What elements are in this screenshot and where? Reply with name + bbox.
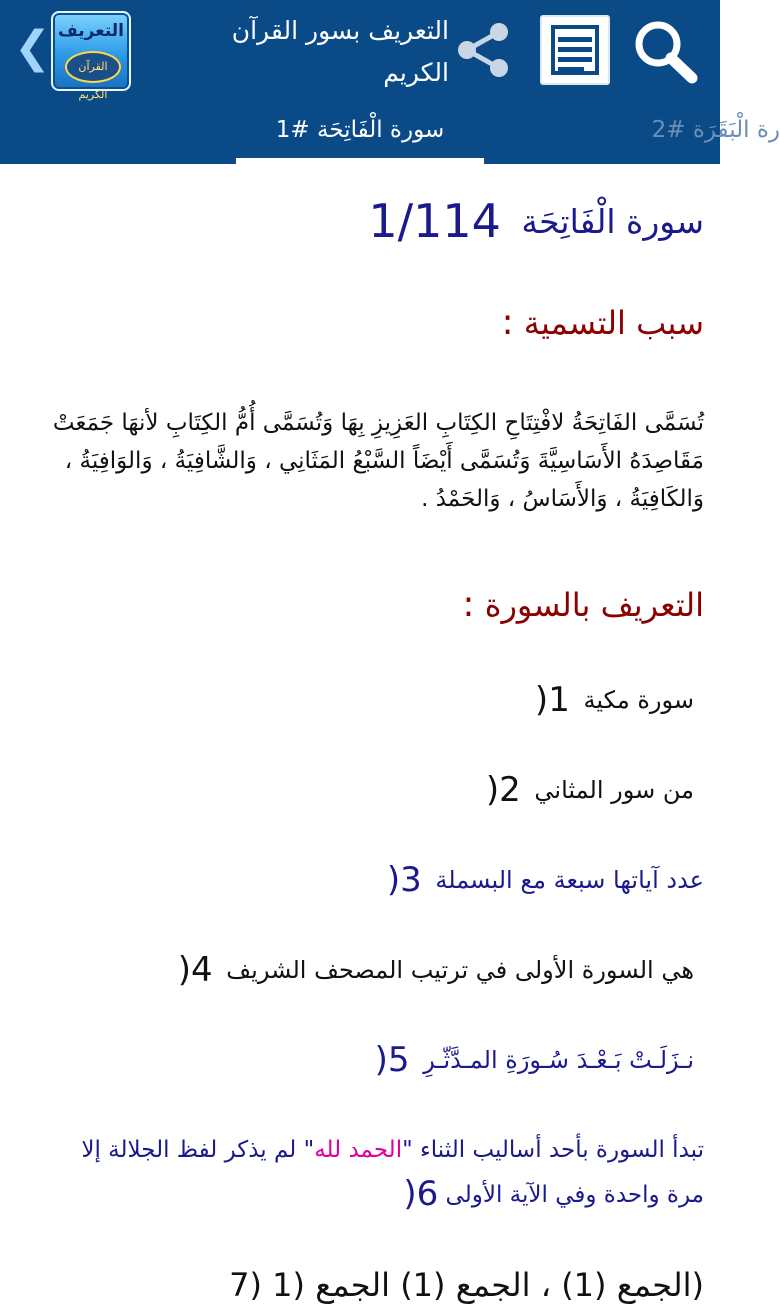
naming-paragraph: تُسَمَّى الفَاتِحَةُ لافْتِتَاحِ الكِتَابِ العَزِيزِ بِهَا وَتُسَمَّى أُمُّ الكِتَابِ لأنهَا جَمَعَتْ مَقَاصِدَهُ الأَسَاسِيَّةَ وَتُسَمَّى أَيْضَاً السَّبْعُ المَثَانِي ، وَالشَّافِيَةُ ، وَالوَافِيَةُ ، وَالكَافِيَةُ ، وَالأَسَاسُ ، وَالحَمْدُ . (52, 410, 704, 512)
surah-title: سورة الْفَاتِحَة (521, 202, 704, 241)
section-heading-naming (491, 302, 704, 343)
section-heading-intro (452, 584, 704, 625)
list-item (387, 860, 704, 900)
list-item-text: " لم يذكر لفظ الجلالة إلا مرة واحدة وفي الآية الأولى (81, 1137, 704, 1208)
document-line (558, 57, 592, 62)
tab-al-baqarah[interactable]: رة الْبَقَرَة #2 (651, 117, 780, 143)
list-item-number: 3( (386, 860, 422, 900)
list-item (486, 770, 694, 810)
app-logo-subtitle: القرآن الكريم (65, 51, 121, 83)
list-item-number: 5( (374, 1040, 410, 1080)
surah-number: 1/114 (368, 194, 501, 248)
app-title: التعريف بسور القرآن الكريم (231, 16, 449, 87)
section-heading-label: التعريف بالسورة (484, 586, 704, 624)
heading-colon: : (501, 302, 514, 343)
document-line (558, 37, 592, 42)
list-item-number: 2( (485, 770, 521, 810)
app-bar (0, 0, 780, 164)
surah-heading (368, 194, 704, 248)
list-item (54, 1128, 704, 1217)
list-item-partial: (الجمع (1) ، الجمع (1) الجمع (1 (7 (229, 1266, 704, 1304)
list-item-number: 4( (177, 950, 213, 990)
share-icon[interactable] (455, 20, 515, 80)
heading-colon: : (462, 584, 475, 625)
list-item-text: سورة مكية (583, 686, 694, 714)
list-item-text: نـزَلَـتْ بَـعْـدَ سُـورَةِ المـدَّثّـرِ (423, 1046, 694, 1074)
app-logo[interactable] (51, 11, 131, 101)
list-item-number: 1( (534, 680, 570, 720)
list-item-text: عدد آياتها سبعة مع البسملة (435, 866, 704, 894)
document-line (558, 47, 592, 52)
search-icon[interactable] (630, 18, 700, 84)
list-item (535, 680, 694, 720)
list-item-text: تبدأ السورة بأحد أساليب الثناء " (402, 1137, 704, 1163)
list-item (375, 1040, 694, 1080)
highlighted-phrase: الحمد لله (314, 1137, 403, 1163)
list-item-number: 6( (403, 1174, 439, 1214)
list-item-text: هي السورة الأولى في ترتيب المصحف الشريف (226, 956, 694, 984)
content-scroll[interactable] (0, 164, 720, 1304)
list-item (178, 950, 694, 990)
menu-document-icon[interactable] (540, 15, 610, 85)
list-item-text: من سور المثاني (534, 776, 694, 804)
app-logo-title: التعريف (58, 21, 124, 41)
section-heading-label: سبب التسمية (523, 304, 704, 342)
back-chevron-icon[interactable]: ❮ (14, 22, 51, 73)
document-line (558, 67, 584, 72)
tab-al-fatiha[interactable]: سورة الْفَاتِحَة #1 (275, 117, 445, 143)
